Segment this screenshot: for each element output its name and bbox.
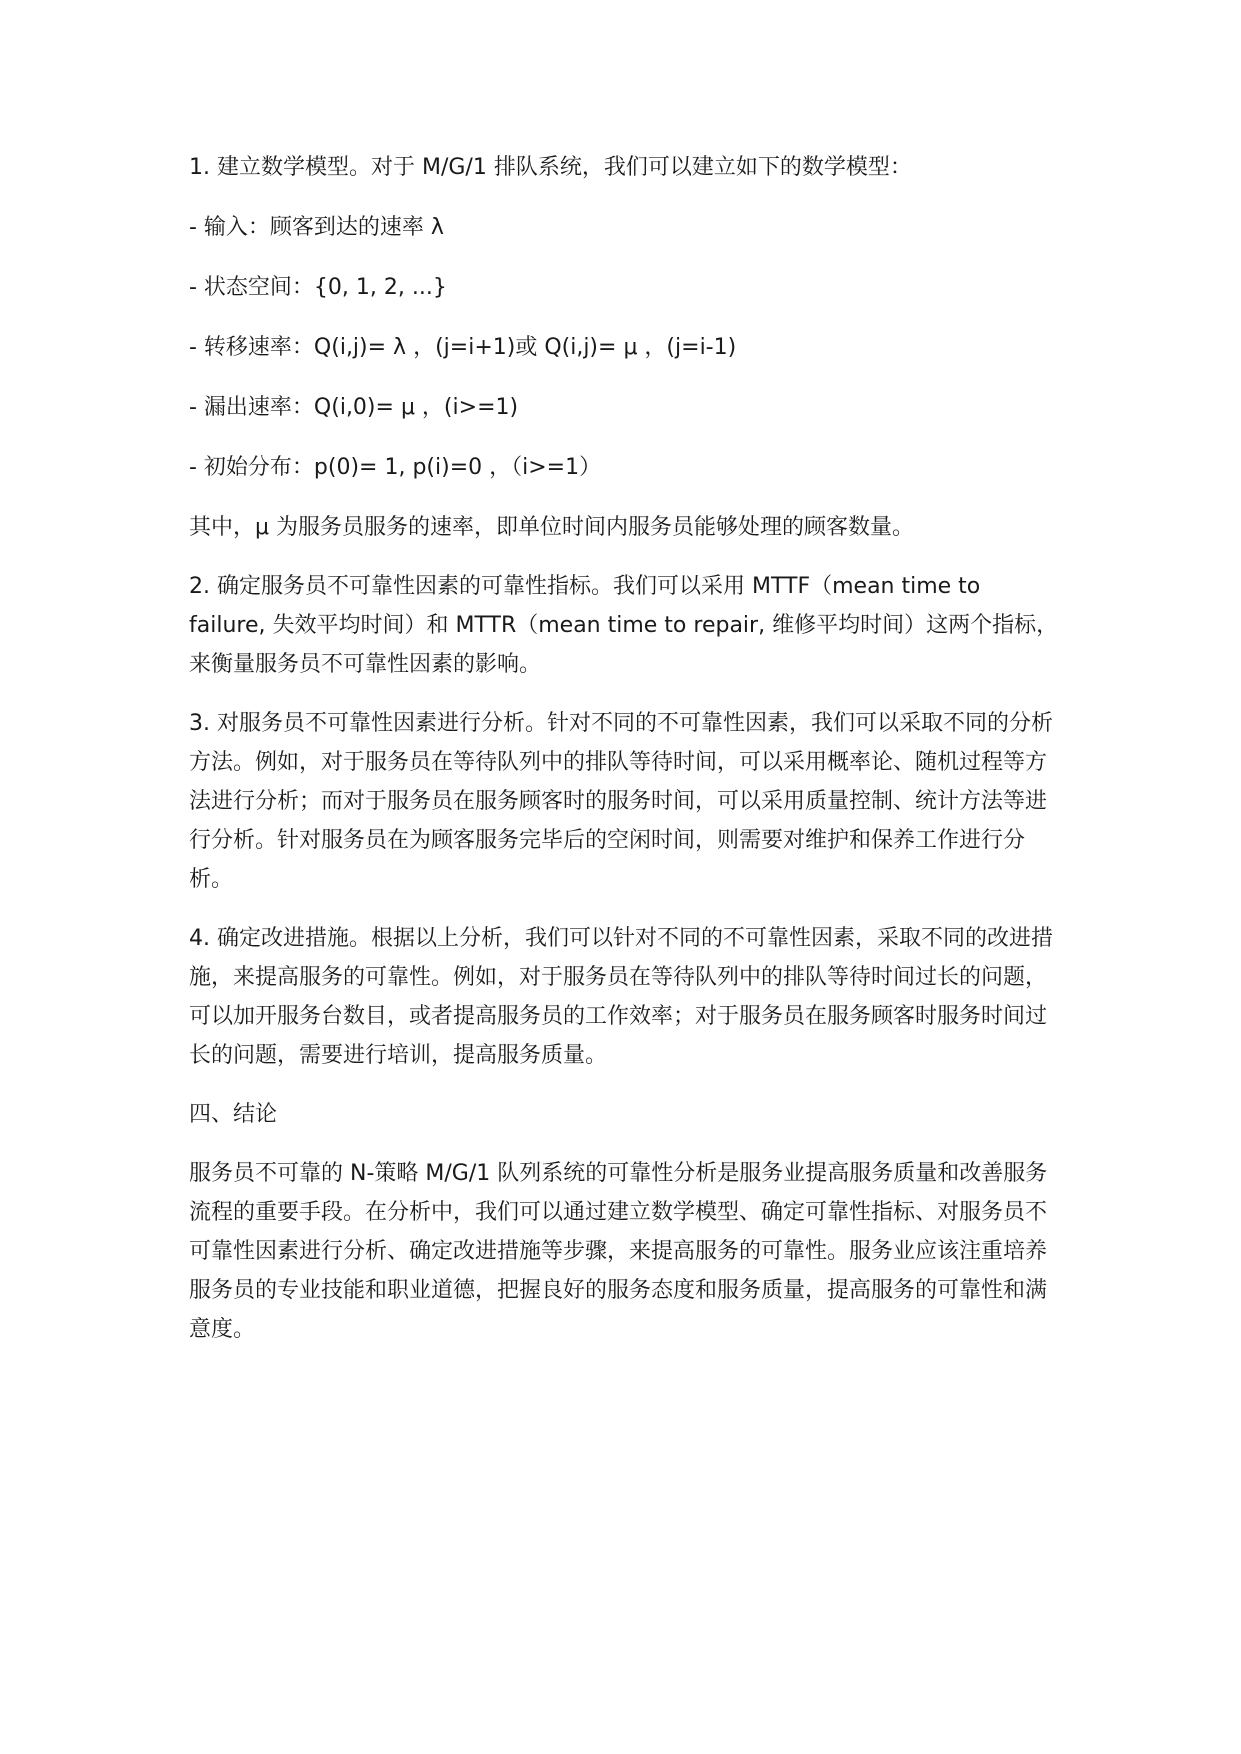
conclusion-heading: 四、结论 (189, 1102, 278, 1127)
document-page (189, 148, 1059, 1349)
model-transition-rate-item: - 转移速率：Q(i,j)= λ ，(j=i+1)或 Q(i,j)= μ ，(j=i-1) (189, 335, 737, 360)
step-1-paragraph: 1. 建立数学模型。对于 M/G/1 排队系统，我们可以建立如下的数学模型： (189, 155, 912, 180)
step-2-paragraph: 2. 确定服务员不可靠性因素的可靠性指标。我们可以采用 MTTF（mean time to failure, 失效平均时间）和 MTTR（mean time to repair, 维修平均时间）这两个指标，来衡量服务员不可靠性因素的影响。 (189, 574, 1059, 677)
step-4-paragraph: 4. 确定改进措施。根据以上分析，我们可以针对不同的不可靠性因素，采取不同的改进措施，来提高服务的可靠性。例如，对于服务员在等待队列中的排队等待时间过长的问题，可以加开服务台数目，或者提高服务员的工作效率；对于服务员在服务顾客时服务时间过长的问题，需要进行培训，提高服务质量。 (189, 926, 1053, 1068)
step-3-paragraph: 3. 对服务员不可靠性因素进行分析。针对不同的不可靠性因素，我们可以采取不同的分析方法。例如，对于服务员在等待队列中的排队等待时间，可以采用概率论、随机过程等方法进行分析；而对于服务员在服务顾客时的服务时间，可以采用质量控制、统计方法等进行分析。针对服务员在为顾客服务完毕后的空闲时间，则需要对维护和保养工作进行分析。 (189, 711, 1053, 892)
model-initial-distribution-item: - 初始分布：p(0)= 1, p(i)=0 ，（i>=1） (189, 455, 602, 480)
mu-definition-paragraph: 其中，μ 为服务员服务的速率，即单位时间内服务员能够处理的顾客数量。 (189, 515, 914, 540)
conclusion-paragraph: 服务员不可靠的 N-策略 M/G/1 队列系统的可靠性分析是服务业提高服务质量和改善服务流程的重要手段。在分析中，我们可以通过建立数学模型、确定可靠性指标、对服务员不可靠性因素进行分析、确定改进措施等步骤，来提高服务的可靠性。服务业应该注重培养服务员的专业技能和职业道德，把握良好的服务态度和服务质量，提高服务的可靠性和满意度。 (189, 1161, 1048, 1342)
model-state-space-item: - 状态空间：{0, 1, 2, ...} (189, 275, 447, 300)
model-input-item: - 输入：顾客到达的速率 λ (189, 215, 444, 240)
model-leak-rate-item: - 漏出速率：Q(i,0)= μ ，(i>=1) (189, 395, 519, 420)
